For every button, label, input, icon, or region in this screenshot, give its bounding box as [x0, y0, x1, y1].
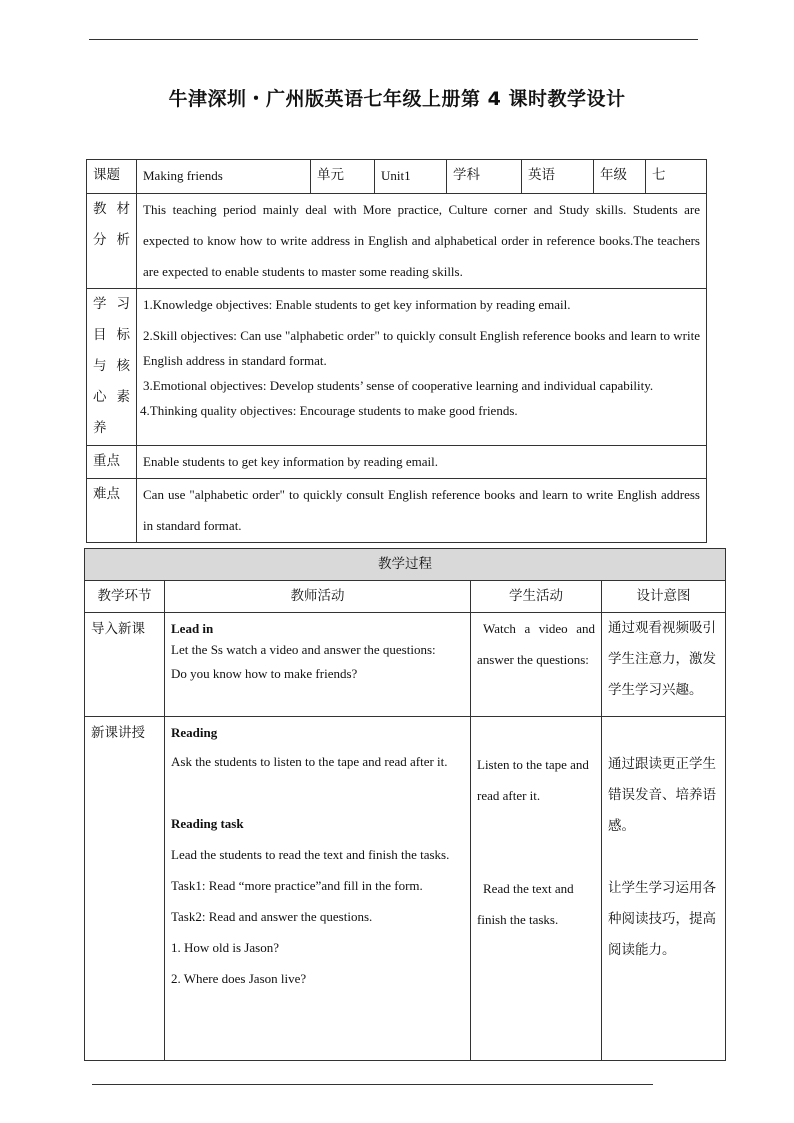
top-rule [89, 39, 698, 40]
bottom-rule [92, 1084, 653, 1085]
unit-value: Unit1 [375, 160, 447, 194]
document-title: 牛津深圳・广州版英语七年级上册第 4 课时教学设计 [168, 88, 626, 110]
process-heading: 教学过程 [85, 549, 726, 581]
stage-new-lesson: 新课讲授 [85, 717, 165, 1061]
analysis-text: This teaching period mainly deal with More practice, Culture corner and Study skills. Students are expected to know how to write address in English and alphabetical order in reference books.The teachers are expected to enable students to master some reading skills. [137, 194, 707, 289]
teacher-lead-in: Lead in Let the Ss watch a video and answer the questions: Do you know how to make friends? [165, 613, 471, 717]
topic-value: Making friends [137, 160, 311, 194]
unit-label: 单元 [311, 160, 375, 194]
subject-value: 英语 [522, 160, 594, 194]
teacher-new-lesson: Reading Ask the students to listen to the tape and read after it. Reading task Lead the students to read the text and finish the tasks. Task1: Read “more practice”and fill in the form. Task2: Read and answer the questions. 1. How old is Jason? 2. Where does Jason live? [165, 717, 471, 1061]
intent-new-lesson: 通过跟读更正学生错误发音、培养语感。 让学生学习运用各种阅读技巧，提高阅读能力。 [602, 717, 726, 1061]
objective-skill: 2.Skill objectives: Can use "alphabetic order" to quickly consult English reference books and learn to write English address in standard format. [143, 328, 700, 368]
lesson-info-table [86, 159, 707, 543]
grade-value: 七 [646, 160, 707, 194]
col-stage: 教学环节 [85, 581, 165, 613]
objective-emotional: 3.Emotional objectives: Develop students’ sense of cooperative learning and individual capability. [143, 378, 654, 393]
analysis-label: 教 材 分析 [87, 194, 137, 289]
topic-label: 课题 [87, 160, 137, 194]
objective-knowledge: 1.Knowledge objectives: Enable students to get key information by reading email. [143, 297, 571, 312]
difficult-label: 难点 [87, 479, 137, 543]
grade-label: 年级 [594, 160, 646, 194]
key-label: 重点 [87, 446, 137, 479]
key-text: Enable students to get key information by reading email. [137, 446, 707, 479]
stage-lead-in: 导入新课 [85, 613, 165, 717]
objectives-text [137, 289, 707, 446]
subject-label: 学科 [447, 160, 522, 194]
col-student: 学生活动 [471, 581, 602, 613]
student-lead-in: Watch a video and answer the questions: [471, 613, 602, 717]
teaching-process-table [84, 548, 726, 1061]
table-row [85, 717, 726, 1061]
objective-thinking: 4.Thinking quality objectives: Encourage students to make good friends. [140, 403, 518, 418]
col-intent: 设计意图 [602, 581, 726, 613]
objectives-label: 学习 目 标 与 核 心 素 养 [87, 289, 137, 446]
table-row [85, 613, 726, 717]
intent-lead-in: 通过观看视频吸引学生注意力，激发学生学习兴趣。 [602, 613, 726, 717]
student-new-lesson: Listen to the tape and read after it. Read the text and finish the tasks. [471, 717, 602, 1061]
col-teacher: 教师活动 [165, 581, 471, 613]
difficult-text: Can use "alphabetic order" to quickly consult English reference books and learn to write English address in standard format. [137, 479, 707, 543]
